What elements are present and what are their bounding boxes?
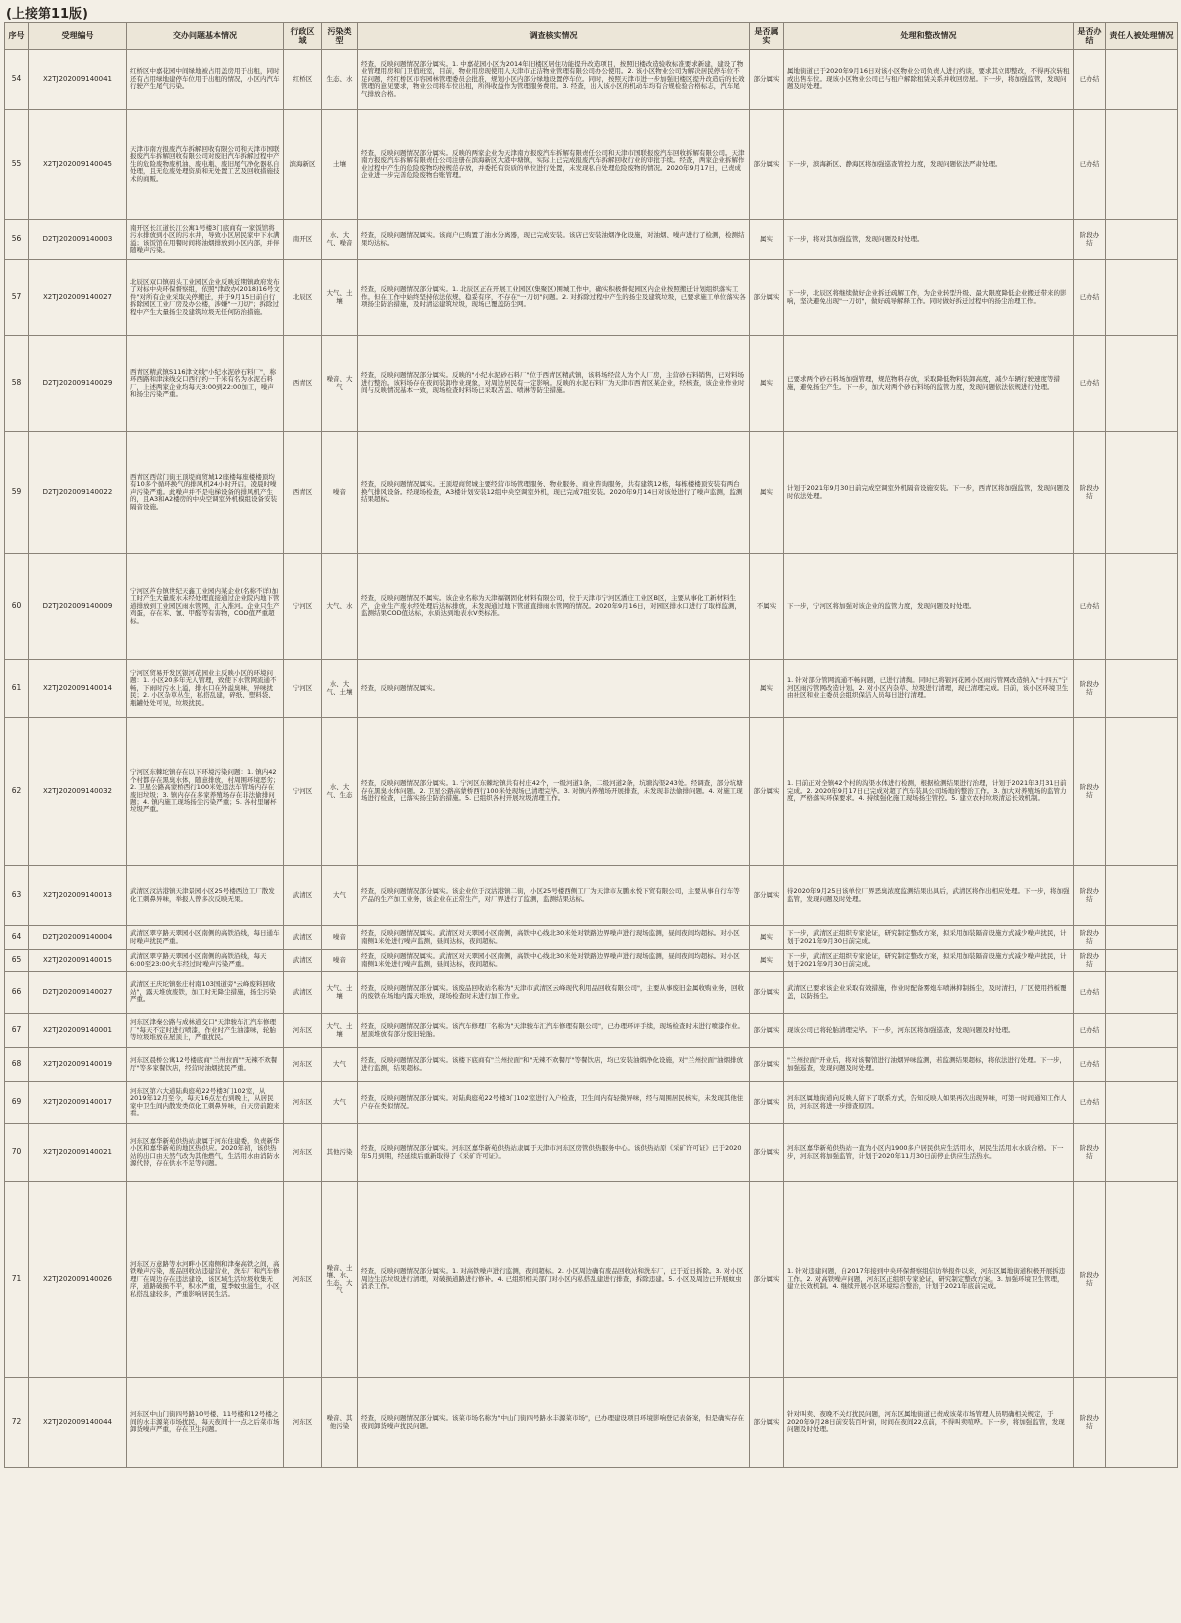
row-number: 65 (5, 950, 29, 972)
row-closed: 已办结 (1074, 1048, 1106, 1082)
row-issue: 武清区汊沽港镇天津景园小区25号楼西边工厂散发化工刺鼻异味，举报人曾多次反映无果。 (127, 866, 284, 926)
header-verified: 是否属实 (750, 23, 784, 50)
row-issue: 河东区万意路等水河畔小区南侧和津秦高铁之间，高铁噪声污染，废品回收站违建营业，洗车厂和汽车修理厂在周边存在违法建设，该区域生活垃圾收集无序，道路破损不平，积水严重，夏季蚊虫滋生，小区私搭乱建较多，严重影响居民生活。 (127, 1182, 284, 1378)
row-rectification: 下一步，北辰区将继续做好企业拆迁疏解工作，为企业转型升级、最大限度降低企业搬迁带来的影响，坚决避免出现"一刀切"，做好疏导解释工作。同时做好拆迁过程中的扬尘治理工作。 (784, 260, 1074, 336)
row-code: X2TJ202009140001 (29, 1014, 127, 1048)
row-district: 西青区 (284, 432, 322, 554)
row-pollution: 噪音 (322, 926, 358, 950)
table-row (5, 554, 1178, 660)
row-pollution: 噪音 (322, 950, 358, 972)
row-district: 河东区 (284, 1048, 322, 1082)
row-district: 武清区 (284, 972, 322, 1014)
row-punished (1106, 660, 1178, 718)
row-closed: 阶段办结 (1074, 866, 1106, 926)
row-issue: 河东区嘉华新苑供热站隶属于河东住建委，负责新华小区和嘉华新苑的地区热供应。2020年初，该供热站的出口由天然气改为其他燃气，生活用水由消防水源代替，存在供水不足等问题。 (127, 1124, 284, 1182)
row-pollution: 水、大气、生态 (322, 718, 358, 866)
row-punished (1106, 110, 1178, 220)
row-district: 红桥区 (284, 50, 322, 110)
row-closed: 阶段办结 (1074, 926, 1106, 950)
table-row (5, 1048, 1178, 1082)
row-rectification: 下一步，武清区正组织专家论证，研究制定整改方案，拟采用加装隔音设施方式减少噪声扰民，计划于2021年9月30日前完成。 (784, 926, 1074, 950)
row-issue: 武清区翠亨路天翠园小区南侧的高铁沿线，每天6:00至23:00火车经过时噪声污染严重。 (127, 950, 284, 972)
row-punished (1106, 220, 1178, 260)
table-row (5, 110, 1178, 220)
row-issue: 武清区王庆坨镇张庄村南103国道旁"云峰废料回收站"，露天堆放废铁，加工时无降尘措施，扬尘污染严重。 (127, 972, 284, 1014)
row-punished (1106, 972, 1178, 1014)
row-code: X2TJ202009140019 (29, 1048, 127, 1082)
table-row (5, 1082, 1178, 1124)
row-rectification: 待2020年9月25日该单位厂界恶臭浓度监测结果出具后，武清区将作出相应处理。下一步，将加强监管，发现问题及时处理。 (784, 866, 1074, 926)
row-pollution: 大气 (322, 1082, 358, 1124)
row-investigation: 经查，反映问题情况部分属实。对陆典庭苑22号楼3门102室进行入户检查，卫生间内有轻微异味，经与周围居民核实，未发现其他住户存在类似情况。 (358, 1082, 750, 1124)
row-district: 南开区 (284, 220, 322, 260)
row-number: 67 (5, 1014, 29, 1048)
row-district: 河东区 (284, 1014, 322, 1048)
row-rectification: 下一步，武清区正组织专家论证，研究制定整改方案，拟采用加装隔音设施方式减少噪声扰民，计划于2021年9月30日前完成。 (784, 950, 1074, 972)
row-issue: 河东区晨桥公寓12号楼底商"兰州拉面""无辣不欢餐厅"等多家餐饮店，经营时油烟扰民严重。 (127, 1048, 284, 1082)
row-issue: 北辰区双口镇码头工业园区企业反映近期镇政府发布了对标中央环保督察组，依照"津政办(2018)16号文件"对所有企业采取关停搬迁，并于9月15日前自行拆除园区工业厂房及办公楼，涉嫌"一刀切"；拆除过程中产生大量扬尘及建筑垃圾无任何防治措施。 (127, 260, 284, 336)
row-number: 55 (5, 110, 29, 220)
row-pollution: 生态、水 (322, 50, 358, 110)
row-pollution: 大气 (322, 866, 358, 926)
table-row (5, 660, 1178, 718)
row-punished (1106, 432, 1178, 554)
row-code: D2TJ202009140003 (29, 220, 127, 260)
row-issue: 南开区长江道长江公寓1号楼3门底商有一家饭馆将污水排放到小区的污水井，导致小区居民家中下水满溢；该饭馆在用餐时间将油烟排放到小区内部，并伴随噪声污染。 (127, 220, 284, 260)
header-closed: 是否办结 (1074, 23, 1106, 50)
row-district: 滨海新区 (284, 110, 322, 220)
row-punished (1106, 866, 1178, 926)
header-investigation: 调查核实情况 (358, 23, 750, 50)
row-code: X2TJ202009140015 (29, 950, 127, 972)
row-rectification: 武清区已要求该企业采取有效措施，作业时配备雾炮车喷淋抑制扬尘，及时清扫，厂区使用挡板覆盖，以防扬尘。 (784, 972, 1074, 1014)
row-pollution: 大气、土壤 (322, 972, 358, 1014)
row-closed: 阶段办结 (1074, 660, 1106, 718)
row-closed: 阶段办结 (1074, 432, 1106, 554)
row-district: 河东区 (284, 1082, 322, 1124)
complaint-table (4, 22, 1178, 1468)
table-row (5, 972, 1178, 1014)
row-punished (1106, 1378, 1178, 1468)
header-issue: 交办问题基本情况 (127, 23, 284, 50)
table-row (5, 950, 1178, 972)
row-verified: 部分属实 (750, 260, 784, 336)
row-closed: 阶段办结 (1074, 718, 1106, 866)
row-rectification: 1. 目前正对全镇42个村的沟渠水体进行检测，根据检测结果进行治理，计划于2021年3月31日前完成。2. 2020年9月17日已完成对超了汽车装具公司场地的整治工作。3. 加大对养殖场的监管力度，严格落实环保要求。4. 持续强化施工现场扬尘管控。5. 建立农村垃圾清运长效机制。 (784, 718, 1074, 866)
row-punished (1106, 950, 1178, 972)
row-pollution: 大气、土壤 (322, 1014, 358, 1048)
row-punished (1106, 1082, 1178, 1124)
table-row (5, 926, 1178, 950)
row-rectification: 针对叫卖、夜晚不关灯扰民问题，河东区属地街道已责成该菜市场管理人员明确相关规定，于2020年9月28日前安装百叶窗，时间在夜间22点前，不得叫卖喧哗。下一步，将加强监管，发现问题及时处理。 (784, 1378, 1074, 1468)
row-number: 54 (5, 50, 29, 110)
row-investigation: 经查，反映问题情况属实。王顶堤商贸城主要经营市场管理服务、物业服务、商业咨询服务，共有建筑12栋，每栋楼楼顶安装有两台换气排风设备。经现场检查，A3楼计划安装12组中央空调室外机，现已完成7组安装。2020年9月14日对该处进行了噪声监测，监测结果超标。 (358, 432, 750, 554)
row-closed: 已办结 (1074, 50, 1106, 110)
table-row (5, 866, 1178, 926)
row-punished (1106, 554, 1178, 660)
row-closed: 阶段办结 (1074, 1182, 1106, 1378)
table-row (5, 50, 1178, 110)
row-investigation: 经查，反映问题情况部分属实。反映的"小纪水泥砂石料厂"位于西青区精武镇，该料场经营人为个人厂房，主营砂石料销售，已对料场进行整治。该料场存在夜间装卸作业现象，对周边居民有一定影响。反映的水泥石料厂为天津市西青区某企业，经核查，该企业作业时间与反映情况基本一致，现场检查时料场已采取苫盖、喷淋等防尘措施。 (358, 336, 750, 432)
row-punished (1106, 718, 1178, 866)
row-issue: 西青区西营门街王顶堤商贸城12座楼每座楼楼顶均有10多个循环换气的排风机24小时开启，凌晨时噪声污染严重。此噪声并不是电梯设备的排风机产生的，且A3和A2楼房的中央空调室外机模组设备安装隔音设施。 (127, 432, 284, 554)
row-verified: 部分属实 (750, 866, 784, 926)
row-code: D2TJ202009140029 (29, 336, 127, 432)
row-code: X2TJ202009140041 (29, 50, 127, 110)
row-investigation: 经查，反映问题情况部分属实。1. 宁河区东棘坨镇共有村庄42个，一级河道1条，二级河道2条，坑塘沟渠243处。经调查，部分坑塘存在黑臭水体问题。2. 卫星公路高蒙桥西行100米处现场已清理完毕。3. 对镇内养殖场开展排查，未发现非法偷排问题。4. 对施工现场进行检查，已落实扬尘防治措施。5. 已组织各村开展垃圾清理工作。 (358, 718, 750, 866)
row-rectification: 计划于2021年9月30日前完成空调室外机隔音设施安装。下一步，西青区将加强监管，发现问题及时依法处理。 (784, 432, 1074, 554)
row-rectification: 下一步，滨海新区、静海区将加强巡查管控力度，发现问题依法严肃处理。 (784, 110, 1074, 220)
row-number: 66 (5, 972, 29, 1014)
row-punished (1106, 1124, 1178, 1182)
table-row (5, 1124, 1178, 1182)
row-verified: 部分属实 (750, 1182, 784, 1378)
row-number: 71 (5, 1182, 29, 1378)
row-closed: 阶段办结 (1074, 1124, 1106, 1182)
row-code: X2TJ202009140017 (29, 1082, 127, 1124)
row-number: 60 (5, 554, 29, 660)
row-punished (1106, 926, 1178, 950)
row-verified: 部分属实 (750, 1082, 784, 1124)
row-verified: 属实 (750, 660, 784, 718)
row-punished (1106, 1014, 1178, 1048)
row-district: 宁河区 (284, 554, 322, 660)
row-investigation: 经查，反映问题情况不属实。该企业名称为天津福钢固化材料有限公司，位于天津市宁河区潘庄工业区B区，主要从事化工新材料生产，企业生产废水经处理后达标排放，未发现通过地下管道直排雨水管网的情况。2020年9月16日，对园区排水口进行了取样监测，监测结果COD值达标，水质达到地表水V类标准。 (358, 554, 750, 660)
row-closed: 已办结 (1074, 110, 1106, 220)
row-code: X2TJ202009140014 (29, 660, 127, 718)
table-body (5, 50, 1178, 1468)
row-verified: 部分属实 (750, 1014, 784, 1048)
row-number: 63 (5, 866, 29, 926)
row-investigation: 经查，反映问题情况部分属实。该废品回收站名称为"天津市武清区云峰现代利用品回收有限公司"，主要从事废旧金属收购业务，回收的废铁在场地内露天堆放，现场检查时未进行加工作业。 (358, 972, 750, 1014)
row-closed: 阶段办结 (1074, 950, 1106, 972)
header-pollution: 污染类型 (322, 23, 358, 50)
row-issue: 宁河区芦台镇世纪天鑫工业园内某企业(名称不详)加工时产生大量废水未经处理直接通过企业院内地下管道排放到工业园区雨水管网，汇入淮河。企业只生产鸡蛋，存在苯、氰、甲醛等有害物，COD值严重超标。 (127, 554, 284, 660)
header-rectification: 处理和整改情况 (784, 23, 1074, 50)
row-code: X2TJ202009140032 (29, 718, 127, 866)
continuation-caption: (上接第11版) (6, 7, 88, 22)
row-closed: 已办结 (1074, 1082, 1106, 1124)
row-investigation: 经查，反映问题情况部分属实。1. 中嘉花园小区为2014年旧楼区居住功能提升改造项目，按照旧楼改造验收标准要求新建，建设了物业管理用房和门卫值班室，目前，物业用房现使用人天津市正洁物业管理有限公司办公使用。2. 该小区物业公司为解决居民停车位不足问题，经红桥区市容园林管理委员会批准，规划小区内部分绿地设置停车位。同时，按照天津市进一步加强旧楼区提升改造后的长效管理的意见要求，物业公司将车位出租，所得收益作为管理服务费用。3. 经查，出入该小区的机动车均有合规检验合格标志，汽车尾气排放合格。 (358, 50, 750, 110)
row-investigation: 经查，反映问题情况部分属实。1. 对高铁噪声进行监测，夜间超标。2. 小区周边确有废品回收站和洗车厂，已于近日拆除。3. 对小区周边生活垃圾进行清理，对破损道路进行修补。4. 已组织相关部门对小区内私搭乱建进行排查，拆除违建。5. 小区及周边已开展蚊虫消杀工作。 (358, 1182, 750, 1378)
header-code: 受理编号 (29, 23, 127, 50)
row-number: 68 (5, 1048, 29, 1082)
row-investigation: 经查，反映问题情况部分属实。1. 北辰区正在开展工业园区(集聚区)围城工作中，确实积极督促园区内企业按照搬迁计划组织落实工作。但在工作中始终坚持依法依规、稳妥有序，不存在"一刀切"问题。2. 对拆除过程中产生的扬尘及建筑垃圾，已要求施工单位落实各项扬尘防治措施，及时清运建筑垃圾，现场已覆盖防尘网。 (358, 260, 750, 336)
row-district: 北辰区 (284, 260, 322, 336)
row-code: D2TJ202009140022 (29, 432, 127, 554)
table-header-row (5, 23, 1178, 50)
row-number: 58 (5, 336, 29, 432)
row-verified: 部分属实 (750, 1048, 784, 1082)
row-pollution: 噪音、土壤、水、生态、大气 (322, 1182, 358, 1378)
row-district: 河东区 (284, 1124, 322, 1182)
row-issue: 红桥区中嘉花园中间绿地被占用盖房用于出租，同时还有占用绿地建停车位用于出租的情况，小区内汽车行驶产生尾气污染。 (127, 50, 284, 110)
row-issue: 西青区精武镇S116津文线"小纪水泥砂石料厂"，称环西路和津涞线交口西行约一千米有名为水泥石料厂，上述两家企业均每天3:00到22:00加工，噪声和扬尘污染严重。 (127, 336, 284, 432)
table-row (5, 718, 1178, 866)
row-pollution: 土壤 (322, 110, 358, 220)
row-investigation: 经查，反映问题情况部分属实。该企业位于汊沽港镇二街，小区25号楼西侧工厂为天津市友鹏永悦下贸有限公司，主要从事自行车等产品的生产加工业务，该企业在正常生产，对厂界进行了监测，监测结果达标。 (358, 866, 750, 926)
row-pollution: 噪音 (322, 432, 358, 554)
row-rectification: "兰州拉面"开业后，将对该餐馆进行油烟异味监测，若监测结果超标，将依法进行处理。下一步，加强巡查，发现问题及时处理。 (784, 1048, 1074, 1082)
row-investigation: 经查，反映问题情况部分属实。反映的两家企业为天津南方报废汽车拆解有限责任公司和天津市国联报废汽车回收拆解有限公司。天津南方报废汽车拆解有限责任公司注册在滨海新区大港中塘镇，实际上已完成报废汽车拆解回收行业的审批手续。经查，两家企业拆解作业过程中产生的危险废物均按规范存放，并委托有资质的单位进行处置，未发现私自处理危险废物的情况。2020年9月17日，已责成企业进一步完善危险废物台账管理。 (358, 110, 750, 220)
row-issue: 河东区津秦公路与成林道交口"天津骏车汇汽车修理厂"每天不定时进行喷漆，作业时产生油漆味，轮胎等垃圾堆放在屋顶上，严重扰民。 (127, 1014, 284, 1048)
row-code: X2TJ202009140044 (29, 1378, 127, 1468)
row-pollution: 噪音、其他污染 (322, 1378, 358, 1468)
row-verified: 部分属实 (750, 110, 784, 220)
row-issue: 宁河区贸易开发区银河花园业主反映小区的环境问题：1. 小区20多年无人管理，致使下水管网流通不畅，下雨时污水上溢，排水口在外溢臭味，异味扰民；2. 小区杂草丛生，私搭乱建，碎纸、塑料袋、瓶罐处处可见，垃圾扰民。 (127, 660, 284, 718)
row-rectification: 1. 针对部分管网流通不畅问题，已进行清掏。同时已将银河花园小区雨污管网改造纳入"十四五"宁河区雨污管网改造计划。2. 对小区内杂草、垃圾进行清理，现已清理完成。目前，该小区环境卫生由社区和业主委员会组织保洁人员每日进行清理。 (784, 660, 1074, 718)
row-verified: 部分属实 (750, 718, 784, 866)
row-verified: 部分属实 (750, 50, 784, 110)
row-verified: 属实 (750, 926, 784, 950)
header-no: 序号 (5, 23, 29, 50)
row-district: 武清区 (284, 866, 322, 926)
row-closed: 阶段办结 (1074, 220, 1106, 260)
row-code: D2TJ202009140027 (29, 972, 127, 1014)
row-issue: 河东区中山门街四号路10号楼、11号楼和12号楼之间的水丰源菜市场扰民，每天夜间十一点之后菜市场卸货噪声严重，存在卫生问题。 (127, 1378, 284, 1468)
row-number: 57 (5, 260, 29, 336)
row-number: 70 (5, 1124, 29, 1182)
row-rectification: 河东区属地街道向反映人留下了联系方式，告知反映人如果再次出现异味，可第一时间通知工作人员，河东区将进一步排查原因。 (784, 1082, 1074, 1124)
row-rectification: 1. 针对违建问题，自2017年接到中央环保督察组信访举报件以来，河东区属地街道积极开展拆违工作。2. 对高铁噪声问题，河东区正组织专家论证，研究制定整改方案。3. 加强环境卫生管理，建立长效机制。4. 继续开展小区环境综合整治，计划于2021年底前完成。 (784, 1182, 1074, 1378)
row-investigation: 经查，反映问题情况部分属实。该汽车修理厂名称为"天津骏车汇汽车修理有限公司"，已办理环评手续，现场检查时未进行喷漆作业。屋顶堆放有部分废旧轮胎。 (358, 1014, 750, 1048)
row-code: X2TJ202009140021 (29, 1124, 127, 1182)
row-investigation: 经查，反映问题情况部分属实。河东区嘉华新苑供热站隶属于天津市河东区房管供热服务中心。该供热站原《采矿许可证》已于2020年5月到期，经延续后重新取得了《采矿许可证》。 (358, 1124, 750, 1182)
row-verified: 部分属实 (750, 1378, 784, 1468)
header-punished: 责任人被处理情况 (1106, 23, 1178, 50)
row-rectification: 属地街道已于2020年9月16日对该小区物业公司负责人进行约谈，要求其立即整改，不得再次转租或出售车位。现该小区物业公司已与租户解除租赁关系并收回房屋。下一步，将加强监管，发现问题及时处理。 (784, 50, 1074, 110)
row-issue: 宁河区东棘坨镇存在以下环境污染问题：1. 镇内42个村都存在黑臭水体，随意排放，村周围环境恶劣；2. 卫星公路高蒙桥西行100米处违法车管场内存在废旧垃圾；3. 镇内存在多家养殖场存在非法偷排问题；4. 镇内施工现场扬尘污染严重；5. 各村里屠杯垃圾严重。 (127, 718, 284, 866)
row-investigation: 经查，反映问题情况属实。该商户已购置了油水分离器，现已完成安装。该店已安装油烟净化设施，对油烟、噪声进行了检测，检测结果均达标。 (358, 220, 750, 260)
row-code: D2TJ202009140009 (29, 554, 127, 660)
row-closed: 已办结 (1074, 336, 1106, 432)
row-punished (1106, 260, 1178, 336)
table-row (5, 260, 1178, 336)
row-code: X2TJ202009140013 (29, 866, 127, 926)
row-code: X2TJ202009140027 (29, 260, 127, 336)
row-punished (1106, 1182, 1178, 1378)
row-closed: 已办结 (1074, 972, 1106, 1014)
table-row (5, 1014, 1178, 1048)
row-number: 56 (5, 220, 29, 260)
row-investigation: 经查，反映问题情况属实。武清区对天翠园小区南侧，高铁中心线北30米处对铁路边界噪声进行现场监测，昼间夜间均超标。对小区南侧1米处进行噪声监测，昼间达标，夜间超标。 (358, 950, 750, 972)
row-punished (1106, 336, 1178, 432)
row-district: 宁河区 (284, 660, 322, 718)
row-issue: 武清区翠亨路天翠园小区南侧的高铁沿线，每日通车时噪声扰民严重。 (127, 926, 284, 950)
row-rectification: 已要求两个砂石料场加强管理，规范物料存放，采取降低物料装卸高度，减少车辆行驶速度等措施，避免扬尘产生。下一步，加大对两个砂石料场的监管力度，发现问题依法依规进行处理。 (784, 336, 1074, 432)
row-verified: 不属实 (750, 554, 784, 660)
row-district: 武清区 (284, 950, 322, 972)
row-district: 河东区 (284, 1182, 322, 1378)
row-rectification: 下一步，将对其加强监管，发现问题及时处理。 (784, 220, 1074, 260)
row-closed: 已办结 (1074, 260, 1106, 336)
row-rectification: 河东区嘉华新苑供热站一直为小区内1900多户居民供应生活用水，居民生活用水水质合格。下一步，河东区将加强监管，计划于2020年11月30日前停止供应生活热水。 (784, 1124, 1074, 1182)
row-issue: 天津市南方报废汽车拆解回收有限公司和天津市国联报废汽车拆解回收有限公司对废旧汽车拆解过程中产生的危险废物废机油、废电瓶、废旧尾气净化器私自处理，且无危废处理资质和无处置工艺及回收措施技术的商贩。 (127, 110, 284, 220)
row-rectification: 下一步，宁河区将加强对该企业的监管力度，发现问题及时处理。 (784, 554, 1074, 660)
row-closed: 已办结 (1074, 554, 1106, 660)
row-closed: 已办结 (1074, 1014, 1106, 1048)
row-verified: 属实 (750, 432, 784, 554)
row-number: 72 (5, 1378, 29, 1468)
row-district: 武清区 (284, 926, 322, 950)
row-district: 宁河区 (284, 718, 322, 866)
row-number: 69 (5, 1082, 29, 1124)
table-row (5, 1182, 1178, 1378)
row-closed: 阶段办结 (1074, 1378, 1106, 1468)
row-pollution: 其他污染 (322, 1124, 358, 1182)
row-pollution: 噪音、大气 (322, 336, 358, 432)
table-row (5, 220, 1178, 260)
row-code: D2TJ202009140004 (29, 926, 127, 950)
row-punished (1106, 50, 1178, 110)
row-investigation: 经查，反映问题情况部分属实。该菜市场名称为"中山门街四号路水丰源菜市场"，已办理建设项目环境影响登记表备案，但是确实存在夜间卸货噪声扰民问题。 (358, 1378, 750, 1468)
row-verified: 部分属实 (750, 1124, 784, 1182)
row-number: 64 (5, 926, 29, 950)
row-verified: 属实 (750, 336, 784, 432)
row-pollution: 水、大气、土壤 (322, 660, 358, 718)
table-row (5, 432, 1178, 554)
row-pollution: 大气、土壤 (322, 260, 358, 336)
row-code: X2TJ202009140045 (29, 110, 127, 220)
row-punished (1106, 1048, 1178, 1082)
row-pollution: 水、大气、噪音 (322, 220, 358, 260)
row-verified: 属实 (750, 950, 784, 972)
row-investigation: 经查，反映问题情况属实。武清区对天翠园小区南侧，高铁中心线北30米处对铁路边界噪声进行现场监测，昼间夜间均超标。对小区南侧1米处进行噪声监测，昼间达标，夜间超标。 (358, 926, 750, 950)
row-verified: 部分属实 (750, 972, 784, 1014)
row-rectification: 现该公司已将轮胎清理完毕。下一步，河东区将加强巡查，发现问题及时处理。 (784, 1014, 1074, 1048)
row-issue: 河东区第六大道陆典庭苑22号楼3门102室，从2019年12月至今，每天16点左右到晚上，从居民家中卫生间内散发类似化工刺鼻异味，自天房前跑来看。 (127, 1082, 284, 1124)
row-pollution: 大气 (322, 1048, 358, 1082)
row-district: 河东区 (284, 1378, 322, 1468)
table-row (5, 336, 1178, 432)
row-pollution: 大气、水 (322, 554, 358, 660)
row-number: 62 (5, 718, 29, 866)
row-investigation: 经查，反映问题情况部分属实。该楼下底商有"兰州拉面"和"无辣不欢餐厅"等餐饮店，均已安装油烟净化设施，对"兰州拉面"油烟排放进行监测，结果超标。 (358, 1048, 750, 1082)
row-verified: 属实 (750, 220, 784, 260)
table-row (5, 1378, 1178, 1468)
row-investigation: 经查，反映问题情况属实。 (358, 660, 750, 718)
row-district: 西青区 (284, 336, 322, 432)
row-number: 59 (5, 432, 29, 554)
row-code: X2TJ202009140026 (29, 1182, 127, 1378)
row-number: 61 (5, 660, 29, 718)
header-district: 行政区域 (284, 23, 322, 50)
